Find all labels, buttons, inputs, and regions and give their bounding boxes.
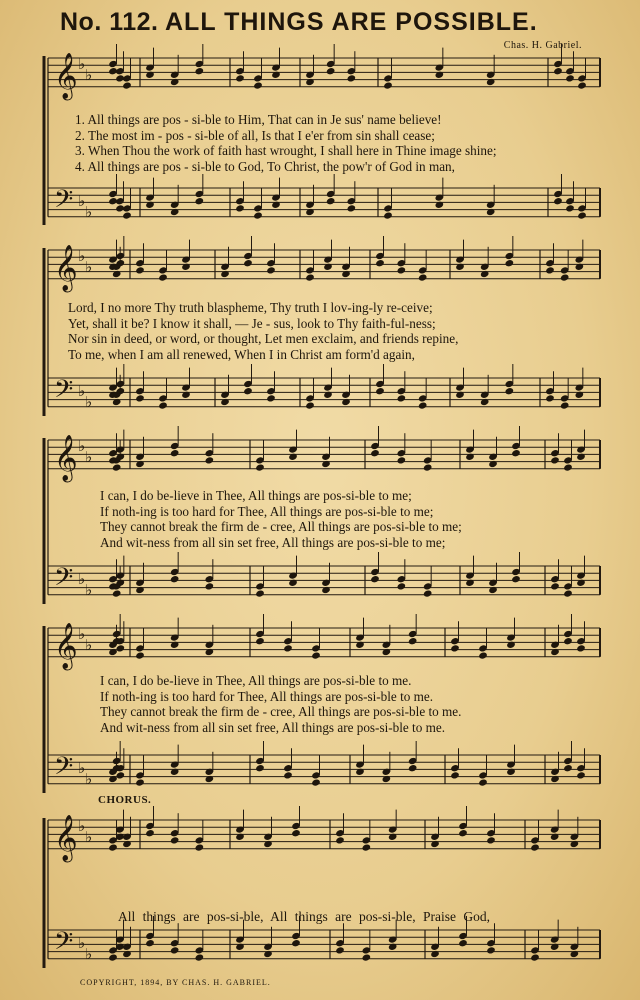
note-head bbox=[550, 833, 560, 841]
note-head bbox=[430, 840, 440, 848]
note-head bbox=[235, 833, 245, 841]
note-head bbox=[135, 460, 145, 468]
note-head bbox=[382, 648, 392, 656]
note-head bbox=[220, 270, 230, 278]
note-head bbox=[305, 78, 315, 86]
note-head bbox=[370, 575, 380, 583]
note-head bbox=[455, 391, 465, 399]
note-head bbox=[108, 953, 118, 961]
note-head bbox=[112, 398, 122, 406]
note-head bbox=[108, 775, 118, 783]
note-head bbox=[195, 953, 205, 961]
note-head bbox=[530, 953, 540, 961]
note-head bbox=[145, 71, 155, 79]
hymn-title: ALL THINGS ARE POSSIBLE. bbox=[165, 8, 538, 36]
note-head bbox=[145, 201, 155, 209]
note-head bbox=[458, 939, 468, 947]
note-head bbox=[423, 463, 433, 471]
verse-line: If noth-ing is too hard for Thee, All things are pos-si-ble to me; bbox=[100, 503, 434, 519]
note-head bbox=[486, 836, 496, 844]
note-head bbox=[158, 273, 168, 281]
verse-block-2 bbox=[68, 300, 458, 362]
flat-icon: ♭ bbox=[78, 625, 86, 643]
note-head bbox=[112, 270, 122, 278]
note-head bbox=[195, 843, 205, 851]
note-head bbox=[326, 67, 336, 75]
note-head bbox=[511, 575, 521, 583]
note-head bbox=[553, 67, 563, 75]
note-head bbox=[323, 391, 333, 399]
note-head bbox=[435, 201, 445, 209]
note-head bbox=[271, 201, 281, 209]
note-head bbox=[311, 651, 321, 659]
note-head bbox=[305, 208, 315, 216]
bass-clef-icon: 𝄢 bbox=[54, 563, 74, 598]
note-head bbox=[253, 211, 263, 219]
flat-icon: ♭ bbox=[78, 817, 86, 835]
note-head bbox=[480, 270, 490, 278]
verse-line: I can, I do be-lieve in Thee, All things are pos-si-ble to me; bbox=[100, 488, 412, 503]
note-head bbox=[311, 778, 321, 786]
flat-icon: ♭ bbox=[78, 570, 86, 588]
note-head bbox=[553, 197, 563, 205]
note-head bbox=[570, 840, 580, 848]
note-head bbox=[577, 81, 587, 89]
verse-line: They cannot break the firm de - cree, All things are pos-si-ble to me. bbox=[100, 704, 462, 719]
note-head bbox=[170, 836, 180, 844]
note-head bbox=[326, 197, 336, 205]
verse-line: 2. The most im - pos - si-ble of all, Is that I e'er from sin shall cease; bbox=[75, 127, 435, 143]
bass-clef-icon: 𝄢 bbox=[54, 927, 74, 962]
note-head bbox=[170, 208, 180, 216]
treble-clef-icon: 𝄞 bbox=[54, 815, 78, 861]
note-head bbox=[341, 398, 351, 406]
note-head bbox=[108, 648, 118, 656]
flat-icon: ♭ bbox=[78, 934, 86, 952]
treble-clef-icon: 𝄞 bbox=[54, 53, 78, 99]
note-head bbox=[116, 771, 126, 779]
note-head bbox=[383, 81, 393, 89]
note-head bbox=[362, 953, 372, 961]
note-head bbox=[135, 266, 145, 274]
note-head bbox=[418, 273, 428, 281]
bass-clef-icon: 𝄢 bbox=[54, 375, 74, 410]
flat-icon: ♭ bbox=[85, 581, 93, 599]
note-head bbox=[570, 950, 580, 958]
note-head bbox=[291, 829, 301, 837]
note-head bbox=[263, 950, 273, 958]
note-head bbox=[170, 78, 180, 86]
flat-icon: ♭ bbox=[85, 945, 93, 963]
flat-icon: ♭ bbox=[85, 770, 93, 788]
note-head bbox=[135, 778, 145, 786]
note-head bbox=[397, 582, 407, 590]
verse-line: To me, when I am all renewed, When I in Christ am form'd again, bbox=[68, 346, 415, 362]
note-head bbox=[530, 843, 540, 851]
note-head bbox=[181, 263, 191, 271]
note-head bbox=[170, 449, 180, 457]
verse-line: And wit-ness from all sin set free, All things are pos-si-ble to me; bbox=[100, 534, 446, 550]
verse-line: Nor sin in deed, or word, or thought, Let men exclaim, and friends repine, bbox=[68, 331, 459, 346]
note-head bbox=[305, 401, 315, 409]
verse-line: I can, I do be-lieve in Thee, All things are pos-si-ble to me. bbox=[100, 673, 412, 688]
note-head bbox=[170, 575, 180, 583]
treble-clef-icon: 𝄞 bbox=[54, 435, 78, 481]
note-head bbox=[418, 401, 428, 409]
note-head bbox=[235, 943, 245, 951]
note-head bbox=[505, 387, 515, 395]
verse-block-4 bbox=[100, 673, 461, 735]
verse-block-3 bbox=[100, 488, 462, 550]
note-head bbox=[122, 840, 132, 848]
flat-icon: ♭ bbox=[78, 437, 86, 455]
note-head bbox=[170, 641, 180, 649]
note-head bbox=[253, 81, 263, 89]
note-head bbox=[323, 263, 333, 271]
note-head bbox=[408, 637, 418, 645]
note-head bbox=[565, 74, 575, 82]
note-head bbox=[205, 775, 215, 783]
hymn-number: No. 112. bbox=[60, 8, 159, 36]
composer-credit: Chas. H. Gabriel. bbox=[503, 40, 582, 51]
note-head bbox=[465, 579, 475, 587]
verse-line: 3. When Thou the work of faith hast wrought, I shall here in Thine image shine; bbox=[75, 143, 497, 158]
note-head bbox=[195, 197, 205, 205]
note-head bbox=[205, 648, 215, 656]
note-head bbox=[347, 74, 357, 82]
note-head bbox=[397, 266, 407, 274]
flat-icon: ♭ bbox=[85, 393, 93, 411]
copyright-notice: COPYRIGHT, 1894, BY CHAS. H. GABRIEL. bbox=[80, 978, 271, 987]
note-head bbox=[506, 641, 516, 649]
note-head bbox=[486, 208, 496, 216]
note-head bbox=[382, 775, 392, 783]
note-head bbox=[263, 840, 273, 848]
note-head bbox=[255, 637, 265, 645]
note-head bbox=[550, 648, 560, 656]
note-head bbox=[355, 768, 365, 776]
note-head bbox=[563, 463, 573, 471]
note-head bbox=[486, 946, 496, 954]
note-head bbox=[255, 463, 265, 471]
note-head bbox=[255, 764, 265, 772]
note-head bbox=[435, 71, 445, 79]
note-head bbox=[545, 394, 555, 402]
note-head bbox=[577, 211, 587, 219]
note-head bbox=[321, 460, 331, 468]
note-head bbox=[423, 589, 433, 597]
flat-icon: ♭ bbox=[78, 759, 86, 777]
note-head bbox=[135, 586, 145, 594]
note-head bbox=[455, 263, 465, 271]
note-head bbox=[563, 764, 573, 772]
note-head bbox=[486, 78, 496, 86]
note-head bbox=[550, 582, 560, 590]
note-head bbox=[205, 582, 215, 590]
note-head bbox=[576, 579, 586, 587]
note-head bbox=[288, 579, 298, 587]
note-head bbox=[560, 401, 570, 409]
note-head bbox=[243, 259, 253, 267]
note-head bbox=[135, 651, 145, 659]
note-head bbox=[550, 943, 560, 951]
note-head bbox=[112, 463, 122, 471]
note-head bbox=[362, 843, 372, 851]
verse-line: Lord, I no more Thy truth blaspheme, Thy truth I lov-ing-ly re-ceive; bbox=[68, 300, 433, 315]
note-head bbox=[158, 401, 168, 409]
note-head bbox=[122, 211, 132, 219]
note-head bbox=[108, 843, 118, 851]
note-head bbox=[545, 266, 555, 274]
note-head bbox=[505, 259, 515, 267]
note-head bbox=[478, 651, 488, 659]
verse-line: 4. All things are pos - si-ble to God, To Christ, the pow'r of God in man, bbox=[75, 158, 455, 174]
note-head bbox=[565, 204, 575, 212]
note-head bbox=[480, 398, 490, 406]
note-head bbox=[563, 589, 573, 597]
note-head bbox=[271, 71, 281, 79]
note-head bbox=[321, 586, 331, 594]
note-head bbox=[576, 453, 586, 461]
note-head bbox=[576, 771, 586, 779]
flat-icon: ♭ bbox=[78, 382, 86, 400]
note-head bbox=[488, 460, 498, 468]
note-head bbox=[291, 939, 301, 947]
flat-icon: ♭ bbox=[78, 247, 86, 265]
note-head bbox=[450, 771, 460, 779]
note-head bbox=[550, 775, 560, 783]
note-head bbox=[170, 768, 180, 776]
verse-line: And wit-ness from all sin set free, All things are pos-si-ble to me. bbox=[100, 719, 446, 735]
bass-clef-icon: 𝄢 bbox=[54, 185, 74, 220]
note-head bbox=[506, 768, 516, 776]
note-head bbox=[355, 641, 365, 649]
note-head bbox=[550, 456, 560, 464]
note-head bbox=[575, 391, 585, 399]
flat-icon: ♭ bbox=[85, 448, 93, 466]
flat-icon: ♭ bbox=[85, 258, 93, 276]
note-head bbox=[122, 81, 132, 89]
note-head bbox=[243, 387, 253, 395]
note-head bbox=[335, 946, 345, 954]
note-head bbox=[575, 263, 585, 271]
note-head bbox=[235, 74, 245, 82]
note-head bbox=[122, 950, 132, 958]
note-head bbox=[397, 456, 407, 464]
flat-icon: ♭ bbox=[78, 55, 86, 73]
note-head bbox=[145, 829, 155, 837]
note-head bbox=[235, 204, 245, 212]
note-head bbox=[145, 939, 155, 947]
verse-line: They cannot break the firm de - cree, All things are pos-si-ble to me; bbox=[100, 519, 462, 534]
verse-line: 1. All things are pos - si-ble to Him, That can in Je sus' name believe! bbox=[75, 112, 442, 127]
note-head bbox=[181, 391, 191, 399]
note-head bbox=[488, 586, 498, 594]
note-head bbox=[430, 950, 440, 958]
note-head bbox=[195, 67, 205, 75]
flat-icon: ♭ bbox=[85, 203, 93, 221]
note-head bbox=[478, 778, 488, 786]
note-head bbox=[560, 273, 570, 281]
note-head bbox=[397, 394, 407, 402]
note-head bbox=[283, 771, 293, 779]
note-head bbox=[112, 589, 122, 597]
verse-line: Yet, shall it be? I know it shall, — Je - sus, look to Thy faith-ful-ness; bbox=[68, 315, 436, 331]
note-head bbox=[388, 943, 398, 951]
chorus-lyrics: All things are pos-si-ble, All things are pos-si-ble, Praise God, bbox=[118, 909, 490, 924]
note-head bbox=[375, 259, 385, 267]
verse-line: If noth-ing is too hard for Thee, All things are pos-si-ble to me. bbox=[100, 688, 434, 704]
note-head bbox=[511, 449, 521, 457]
flat-icon: ♭ bbox=[78, 192, 86, 210]
note-head bbox=[388, 833, 398, 841]
verse-block-1 bbox=[75, 112, 497, 174]
chorus-label: CHORUS. bbox=[98, 794, 152, 806]
note-head bbox=[255, 589, 265, 597]
treble-clef-icon: 𝄞 bbox=[54, 623, 78, 669]
note-head bbox=[408, 764, 418, 772]
note-head bbox=[335, 836, 345, 844]
note-head bbox=[135, 394, 145, 402]
note-head bbox=[170, 946, 180, 954]
note-head bbox=[220, 398, 230, 406]
note-head bbox=[465, 453, 475, 461]
note-head bbox=[283, 644, 293, 652]
note-head bbox=[458, 829, 468, 837]
flat-icon: ♭ bbox=[85, 828, 93, 846]
note-head bbox=[370, 449, 380, 457]
flat-icon: ♭ bbox=[85, 66, 93, 84]
note-head bbox=[288, 453, 298, 461]
note-head bbox=[116, 644, 126, 652]
note-head bbox=[341, 270, 351, 278]
note-head bbox=[576, 644, 586, 652]
note-head bbox=[563, 637, 573, 645]
note-head bbox=[266, 266, 276, 274]
note-head bbox=[347, 204, 357, 212]
note-head bbox=[266, 394, 276, 402]
bass-clef-icon: 𝄢 bbox=[54, 752, 74, 787]
note-head bbox=[383, 211, 393, 219]
note-head bbox=[205, 456, 215, 464]
flat-icon: ♭ bbox=[85, 636, 93, 654]
note-head bbox=[375, 387, 385, 395]
treble-clef-icon: 𝄞 bbox=[54, 245, 78, 291]
note-head bbox=[305, 273, 315, 281]
note-head bbox=[450, 644, 460, 652]
